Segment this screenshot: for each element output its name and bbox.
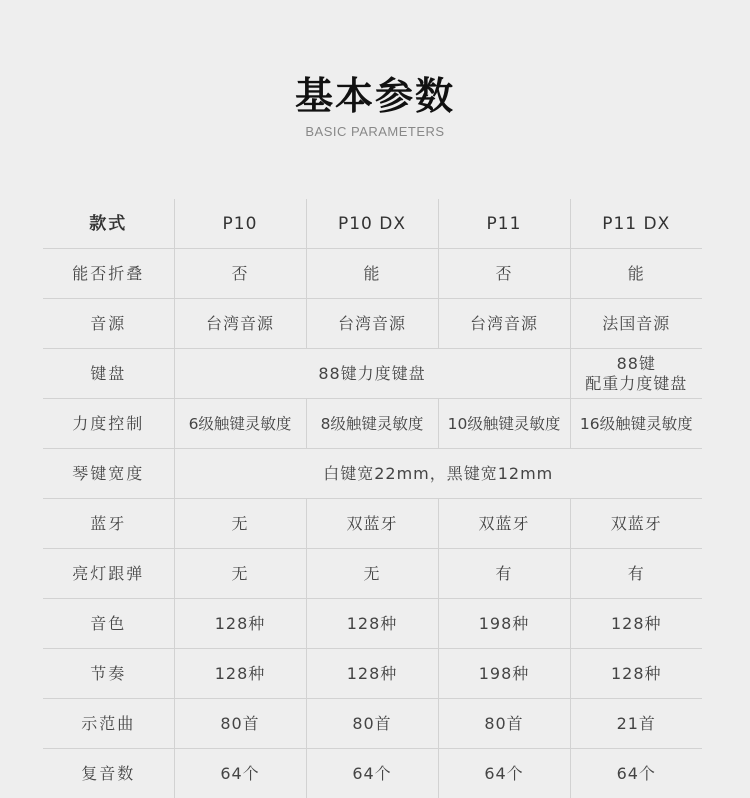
- table-cell: 64个: [306, 749, 438, 798]
- row-label: 亮灯跟弹: [43, 549, 174, 599]
- table-cell: 21首: [570, 699, 702, 749]
- table-header-row: [43, 199, 702, 249]
- table-cell: 双蓝牙: [306, 499, 438, 549]
- table-cell: 64个: [174, 749, 306, 798]
- table-cell: 台湾音源: [438, 299, 570, 349]
- table-row-velocity: [43, 399, 702, 449]
- table-cell: 无: [174, 549, 306, 599]
- row-label: 琴键宽度: [43, 449, 174, 499]
- row-label: 音色: [43, 599, 174, 649]
- table-row-rhythms: [43, 649, 702, 699]
- row-label: 蓝牙: [43, 499, 174, 549]
- table-cell: 128种: [570, 649, 702, 699]
- row-label: 能否折叠: [43, 249, 174, 299]
- table-cell: 16级触键灵敏度: [570, 399, 702, 449]
- keyboard-p11dx-line1: 88键: [571, 354, 703, 374]
- table-cell: 80首: [174, 699, 306, 749]
- table-cell: 否: [174, 249, 306, 299]
- table-cell: 128种: [306, 649, 438, 699]
- table-cell: 6级触键灵敏度: [174, 399, 306, 449]
- header-cell-model: 款式: [43, 199, 174, 249]
- table-row-key-width: [43, 449, 702, 499]
- table-row-light-follow: [43, 549, 702, 599]
- table-cell: 198种: [438, 599, 570, 649]
- table-cell: 无: [306, 549, 438, 599]
- table-row-bluetooth: [43, 499, 702, 549]
- row-label: 音源: [43, 299, 174, 349]
- table-cell: 有: [438, 549, 570, 599]
- table-cell: 台湾音源: [174, 299, 306, 349]
- table-row-sound-source: [43, 299, 702, 349]
- keyboard-p11dx-line2: 配重力度键盘: [571, 374, 703, 394]
- spec-table: [43, 199, 702, 798]
- table-cell: 128种: [306, 599, 438, 649]
- table-row-tones: [43, 599, 702, 649]
- table-row-polyphony: [43, 749, 702, 798]
- table-cell: 双蓝牙: [438, 499, 570, 549]
- row-label: 节奏: [43, 649, 174, 699]
- table-row-foldable: [43, 249, 702, 299]
- table-cell: 能: [306, 249, 438, 299]
- table-cell: 台湾音源: [306, 299, 438, 349]
- table-row-demo-songs: [43, 699, 702, 749]
- merged-cell-key-width: 白键宽22mm，黑键宽12mm: [174, 449, 702, 499]
- page-title: 基本参数: [0, 72, 750, 120]
- table-cell: 双蓝牙: [570, 499, 702, 549]
- table-cell: 128种: [570, 599, 702, 649]
- header-cell-p11dx: P11 DX: [570, 199, 702, 249]
- header-cell-p10dx: P10 DX: [306, 199, 438, 249]
- table-row-keyboard: [43, 349, 702, 399]
- table-cell: 64个: [438, 749, 570, 798]
- table-cell: 有: [570, 549, 702, 599]
- table-cell: 128种: [174, 599, 306, 649]
- row-label: 复音数: [43, 749, 174, 798]
- row-label: 力度控制: [43, 399, 174, 449]
- table-cell: 8级触键灵敏度: [306, 399, 438, 449]
- row-label: 示范曲: [43, 699, 174, 749]
- row-label: 键盘: [43, 349, 174, 399]
- header-cell-p11: P11: [438, 199, 570, 249]
- table-cell: 法国音源: [570, 299, 702, 349]
- table-cell: 128种: [174, 649, 306, 699]
- header-cell-p10: P10: [174, 199, 306, 249]
- table-cell: 能: [570, 249, 702, 299]
- table-cell: 80首: [438, 699, 570, 749]
- table-cell: 否: [438, 249, 570, 299]
- table-cell: 80首: [306, 699, 438, 749]
- table-cell: 64个: [570, 749, 702, 798]
- table-cell: 无: [174, 499, 306, 549]
- table-cell: 198种: [438, 649, 570, 699]
- table-cell: 10级触键灵敏度: [438, 399, 570, 449]
- table-cell-keyboard-p11dx: [570, 349, 702, 399]
- merged-cell-keyboard: 88键力度键盘: [174, 349, 570, 399]
- page-subtitle: BASIC PARAMETERS: [0, 124, 750, 140]
